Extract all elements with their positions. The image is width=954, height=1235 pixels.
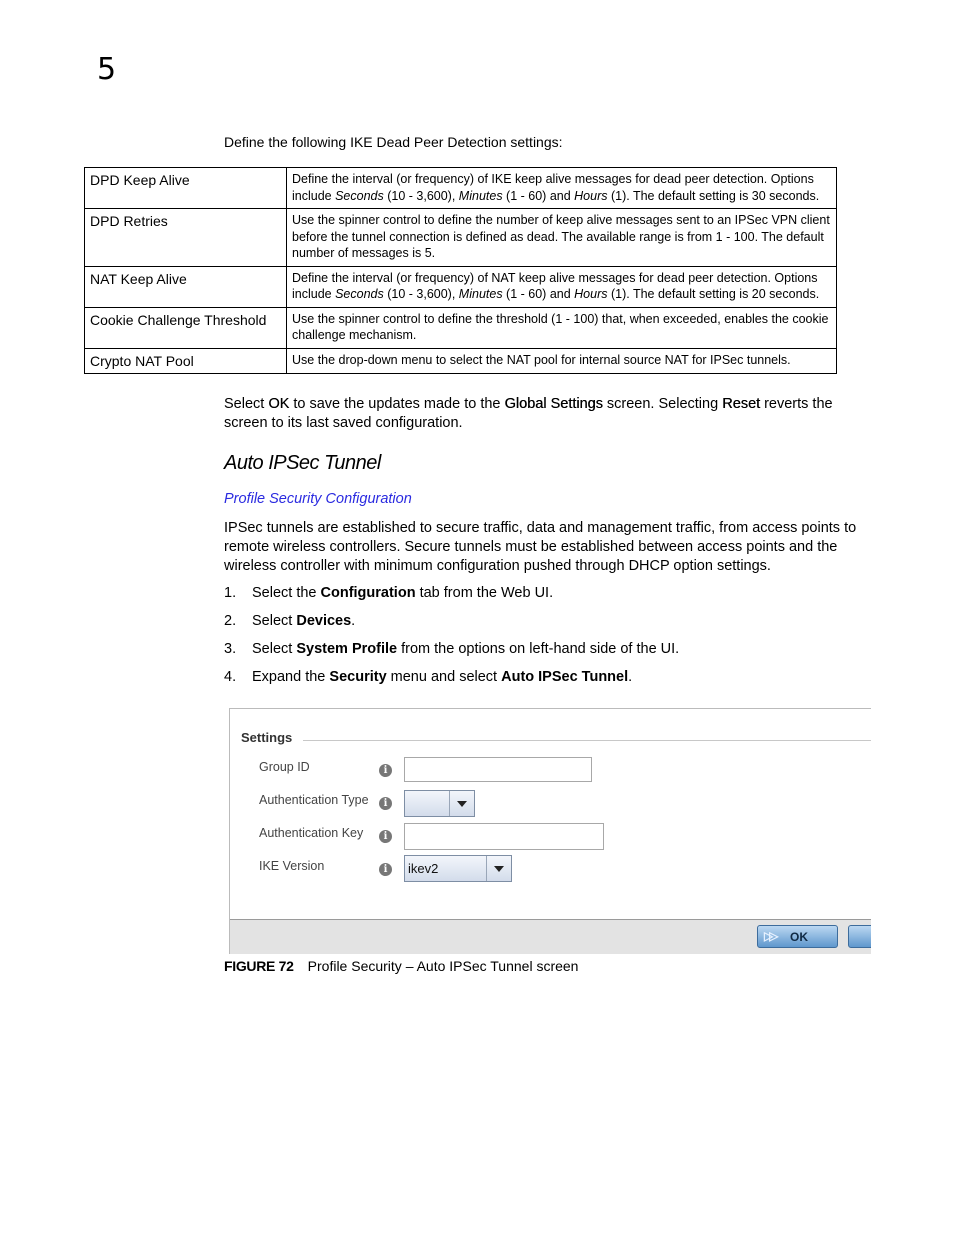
settings-table bbox=[84, 167, 837, 374]
table-row bbox=[85, 307, 837, 348]
step-number: 1. bbox=[224, 585, 237, 601]
table-row bbox=[85, 168, 837, 209]
italic-term: Minutes bbox=[458, 188, 503, 203]
text-run: Select bbox=[252, 613, 297, 629]
setting-description bbox=[287, 307, 837, 348]
italic-term: Minutes bbox=[458, 287, 503, 301]
chapter-number: 5 bbox=[97, 52, 117, 87]
text-run: Use the spinner control to define the number of keep alive messages sent to an IPSec VPN client before the tunnel connection is defined as dead. The available range is from 1 - 100. The default number of messages is 5. bbox=[292, 213, 830, 260]
step-number: 4. bbox=[224, 669, 237, 685]
figure-title: Profile Security – Auto IPSec Tunnel screen bbox=[307, 958, 579, 974]
text-run: Select the bbox=[252, 585, 321, 601]
ok-button[interactable] bbox=[757, 925, 838, 948]
info-icon[interactable]: i bbox=[379, 797, 392, 810]
setting-description bbox=[287, 168, 837, 209]
figure-label: FIGURE 72 bbox=[224, 958, 294, 974]
authentication-type-select[interactable] bbox=[404, 790, 475, 817]
text-run: menu and select bbox=[386, 669, 502, 685]
authentication-key-label: Authentication Key bbox=[259, 826, 364, 840]
info-icon[interactable]: i bbox=[379, 863, 392, 876]
text-run: . bbox=[628, 669, 633, 685]
text-run: (1). The default setting is 30 seconds. bbox=[607, 188, 820, 203]
body-paragraph: IPSec tunnels are established to secure traffic, data and management traffic, from access points to remote wireless controllers. Secure tunnels must be established between access points and the wireless controller with minimum configuration pushed through DHCP option settings. bbox=[224, 520, 857, 574]
text-run: (10 - 3,600), bbox=[383, 188, 459, 203]
text-run: Select bbox=[252, 641, 297, 657]
chevron-down-icon[interactable] bbox=[486, 856, 511, 881]
text-run: from the options on left-hand side of the UI. bbox=[397, 641, 680, 657]
step-number: 3. bbox=[224, 641, 237, 657]
text-run: Use the spinner control to define the threshold (1 - 100) that, when exceeded, enables the cookie challenge mechanism. bbox=[292, 311, 829, 342]
setting-name: NAT Keep Alive bbox=[85, 266, 287, 307]
setting-name: Cookie Challenge Threshold bbox=[85, 307, 287, 348]
step-text bbox=[252, 641, 679, 657]
italic-term: Hours bbox=[574, 188, 608, 203]
italic-term: Seconds bbox=[335, 287, 384, 301]
authentication-key-input[interactable] bbox=[404, 823, 604, 850]
info-icon[interactable]: i bbox=[379, 830, 392, 843]
text-run: Expand the bbox=[252, 669, 330, 685]
ui-term: Reset bbox=[722, 396, 761, 412]
ui-term: Security bbox=[329, 669, 387, 685]
table-row bbox=[85, 209, 837, 267]
step-text bbox=[252, 613, 355, 629]
text-run: (10 - 3,600), bbox=[383, 287, 459, 301]
settings-legend: Settings bbox=[241, 730, 293, 745]
step-text bbox=[252, 585, 553, 601]
text-run: (1 - 60) and bbox=[502, 188, 575, 203]
auto-ipsec-tunnel-screenshot bbox=[229, 708, 871, 954]
text-run: to save the updates made to the bbox=[289, 396, 505, 412]
setting-name: DPD Keep Alive bbox=[85, 168, 287, 209]
setting-name: Crypto NAT Pool bbox=[85, 348, 287, 373]
setting-name: DPD Retries bbox=[85, 209, 287, 267]
text-run: Define the interval (or frequency) of IKE keep alive messages for dead peer detection. Options include bbox=[292, 172, 814, 203]
ok-button-label: OK bbox=[790, 930, 808, 944]
list-item bbox=[224, 669, 632, 685]
step-text bbox=[252, 669, 632, 685]
ike-version-label: IKE Version bbox=[259, 859, 325, 873]
ike-version-value: ikev2 bbox=[408, 861, 439, 876]
table-row bbox=[85, 266, 837, 307]
button-bar bbox=[230, 919, 871, 954]
setting-description bbox=[287, 209, 837, 267]
text-run: (1). The default setting is 20 seconds. bbox=[607, 287, 820, 301]
select-ok-paragraph bbox=[224, 395, 874, 433]
setting-description bbox=[287, 348, 837, 373]
cross-reference-link[interactable]: Profile Security Configuration bbox=[224, 491, 412, 507]
list-item bbox=[224, 585, 553, 601]
ui-term: Devices bbox=[296, 613, 352, 629]
ok-arrows-icon: ▷▷ bbox=[764, 929, 775, 943]
text-run: reverts the screen to its last saved configuration. bbox=[224, 396, 833, 431]
ui-term: System Profile bbox=[296, 641, 398, 657]
authentication-type-label: Authentication Type bbox=[259, 793, 369, 807]
table-row bbox=[85, 348, 837, 373]
text-run: Define the interval (or frequency) of NAT keep alive messages for dead peer detection. Options include bbox=[292, 270, 818, 301]
group-id-label: Group ID bbox=[259, 760, 310, 774]
text-run: Select bbox=[224, 396, 269, 412]
section-heading: Auto IPSec Tunnel bbox=[224, 452, 381, 474]
intro-text: Define the following IKE Dead Peer Detection settings: bbox=[224, 134, 563, 150]
setting-description bbox=[287, 266, 837, 307]
text-run: tab from the Web UI. bbox=[415, 585, 554, 601]
ui-term: OK bbox=[268, 396, 290, 412]
ui-term: Configuration bbox=[320, 585, 416, 601]
chevron-down-icon[interactable] bbox=[449, 791, 474, 816]
italic-term: Hours bbox=[574, 287, 608, 301]
text-run: screen. Selecting bbox=[602, 396, 723, 412]
ui-term: Auto IPSec Tunnel bbox=[501, 669, 629, 685]
group-id-input[interactable] bbox=[404, 757, 592, 782]
text-run: Use the drop-down menu to select the NAT pool for internal source NAT for IPSec tunnels. bbox=[292, 352, 791, 367]
info-icon[interactable]: i bbox=[379, 764, 392, 777]
ike-version-select[interactable] bbox=[404, 855, 512, 882]
text-run: (1 - 60) and bbox=[502, 287, 575, 301]
text-run: . bbox=[351, 613, 356, 629]
list-item bbox=[224, 613, 355, 629]
figure-caption bbox=[224, 958, 578, 974]
reset-button[interactable] bbox=[848, 925, 871, 948]
legend-divider bbox=[303, 740, 871, 741]
ui-term: Global Settings bbox=[504, 396, 603, 412]
list-item bbox=[224, 641, 679, 657]
italic-term: Seconds bbox=[335, 188, 384, 203]
step-number: 2. bbox=[224, 613, 237, 629]
